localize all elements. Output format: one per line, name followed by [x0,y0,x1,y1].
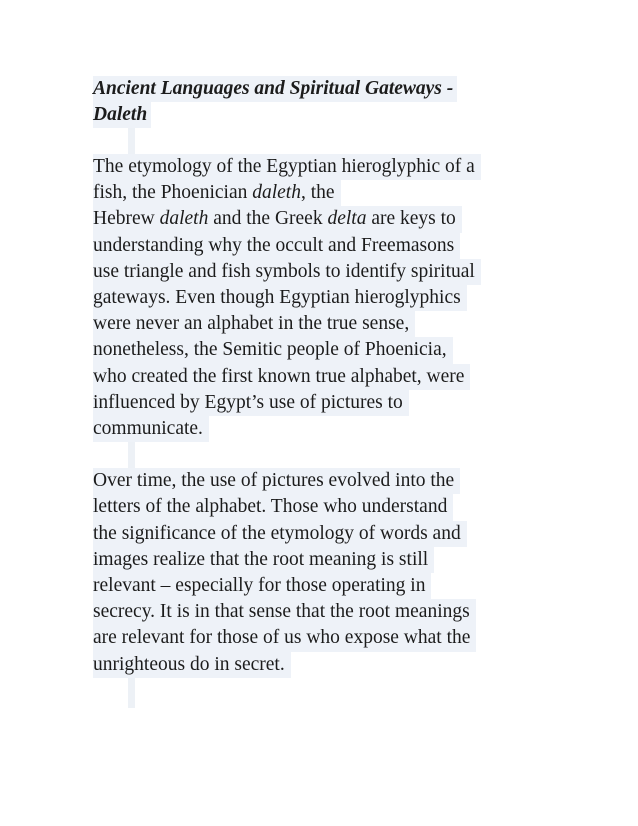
text-line: letters of the alphabet. Those who understand [93,494,453,520]
text-run: and the Greek [208,208,328,230]
text-run: Hebrew [93,208,160,230]
text-line [93,206,462,232]
text-line: The etymology of the Egyptian hieroglyphic of a [93,154,481,180]
paragraph-1 [93,154,553,442]
document-body [93,76,553,678]
text-line: unrighteous do in secret. [93,652,291,678]
text-line: who created the first known true alphabet, were [93,364,470,390]
text-line: use triangle and fish symbols to identify spiritual [93,259,481,285]
text-line: gateways. Even though Egyptian hieroglyphics [93,285,467,311]
text-run: fish [93,182,123,204]
text-line: the significance of the etymology of words and [93,521,467,547]
text-run: , the [300,182,335,204]
text-line: images realize that the root meaning is still [93,547,434,573]
text-line: influenced by Egypt’s use of pictures to [93,390,409,416]
text-line: Over time, the use of pictures evolved into the [93,468,460,494]
italic-term: daleth [159,208,209,230]
text-line: understanding why the occult and Freemasons [93,233,460,259]
text-line: were never an alphabet in the true sense, [93,311,415,337]
text-line: nonetheless, the Semitic people of Phoenicia, [93,337,453,363]
italic-term: delta [327,208,367,230]
text-line: are relevant for those of us who expose what the [93,625,476,651]
text-line: communicate. [93,416,209,442]
text-line: secrecy. It is in that sense that the root meanings [93,599,476,625]
document-title [93,76,553,128]
italic-term: daleth [252,182,301,204]
title-line: Ancient Languages and Spiritual Gateways - [93,76,457,102]
text-run: are keys to [366,208,456,230]
text-line: relevant – especially for those operating in [93,573,431,599]
paragraph-2 [93,468,553,678]
title-line: Daleth [93,102,151,128]
text-line [93,180,341,206]
text-run: , the Phoenician [122,182,253,204]
